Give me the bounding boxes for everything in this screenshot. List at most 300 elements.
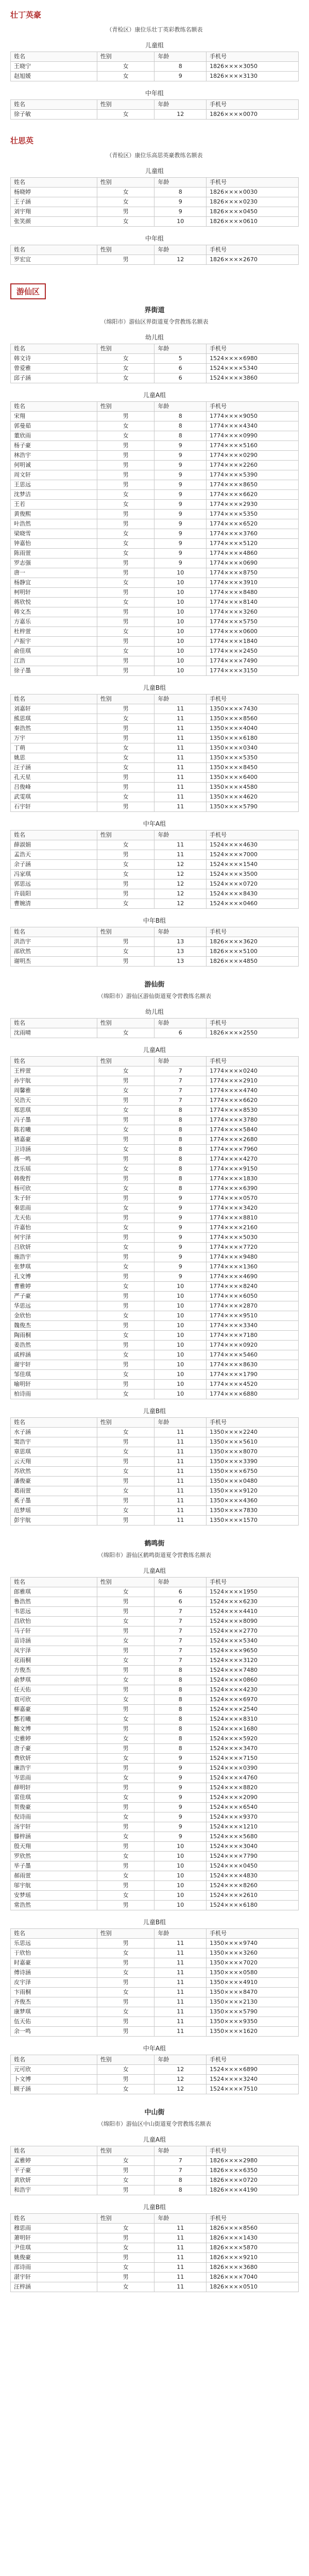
cell-age: 11 [154,2017,207,2027]
cell-age: 6 [154,374,207,383]
cell-gender: 男 [97,637,154,647]
cell-gender: 女 [97,2176,154,2185]
cell-gender: 女 [97,792,154,802]
header-row [11,1057,299,1066]
cell-name: 汤宇轩 [11,1822,97,1832]
cell-gender: 男 [97,1213,154,1223]
cell-phone: 1774××××6620 [207,1096,299,1106]
cell-age: 10 [154,1341,207,1350]
cell-name: 安梦瑶 [11,1891,97,1901]
cell-age: 7 [154,2156,207,2166]
cell-gender: 男 [97,1881,154,1891]
header-name: 姓名 [11,694,97,704]
cell-phone: 1774××××0920 [207,1341,299,1350]
cell-name: 杨静宜 [11,578,97,588]
cell-age: 11 [154,1506,207,1516]
cell-phone: 1350××××0340 [207,743,299,753]
table-row [11,1086,299,1096]
table-row [11,598,299,607]
cell-age: 8 [154,1744,207,1754]
table-row [11,937,299,947]
header-age: 年龄 [154,100,207,110]
cell-phone: 1826××××3050 [207,62,299,72]
table-row [11,451,299,461]
table-row [11,889,299,899]
cell-gender: 男 [97,2185,154,2195]
cell-phone: 1524××××4760 [207,1773,299,1783]
cell-name: 杨可欣 [11,1184,97,1194]
cell-phone: 1350××××9740 [207,1939,299,1948]
cell-gender: 女 [97,354,154,364]
cell-gender: 男 [97,2166,154,2176]
table-row [11,637,299,647]
cell-age: 11 [154,1447,207,1457]
cell-name: 云天翔 [11,1457,97,1467]
table-row [11,1350,299,1360]
header-phone: 手机号 [207,178,299,188]
header-gender: 性别 [97,1929,154,1939]
cell-gender: 男 [97,1958,154,1968]
cell-phone: 1350××××4620 [207,792,299,802]
cell-age: 11 [154,714,207,724]
cell-phone: 1524××××4410 [207,1607,299,1617]
table-row [11,1617,299,1626]
cell-age: 9 [154,519,207,529]
table-row [11,1988,299,1997]
cell-gender: 女 [97,1164,154,1174]
table-row [11,1262,299,1272]
street-block [10,1535,299,2094]
table-row [11,617,299,627]
cell-phone: 1774××××4520 [207,1380,299,1389]
cell-phone: 1774××××3340 [207,1321,299,1331]
table-row [11,1656,299,1666]
group-label: 中年A组 [143,820,166,827]
cell-age: 10 [154,1360,207,1370]
cell-age: 5 [154,354,207,364]
cell-age: 11 [154,1437,207,1447]
header-age: 年龄 [154,831,207,840]
table-caption: （青检区）康位乐壮丁英彩教练名额表 [106,26,203,33]
cell-name: 严子豪 [11,1292,97,1301]
cell-phone: 1774××××5030 [207,1233,299,1243]
cell-gender: 男 [97,1115,154,1125]
cell-gender: 男 [97,783,154,792]
cell-name: 乐思远 [11,1939,97,1948]
cell-name: 沈梦洁 [11,490,97,500]
cell-phone: 1774××××3150 [207,666,299,676]
cell-gender: 女 [97,1389,154,1399]
table-row [11,1437,299,1447]
cell-gender: 女 [97,947,154,957]
cell-phone: 1350××××5790 [207,2007,299,2017]
table-row [11,1764,299,1773]
table-row [11,549,299,558]
cell-gender: 男 [97,2253,154,2263]
cell-name: 宋翔 [11,412,97,421]
cell-gender: 男 [97,2273,154,2282]
table-row [11,2176,299,2185]
table-row [11,1457,299,1467]
cell-gender: 女 [97,188,154,197]
table-row [11,2185,299,2195]
cell-phone: 1774××××8750 [207,568,299,578]
roster-table [10,344,299,383]
cell-phone: 1524××××7000 [207,850,299,860]
table-row [11,1842,299,1852]
cell-phone: 1774××××2160 [207,1223,299,1233]
cell-age: 9 [154,207,207,217]
cell-name: 尤天佑 [11,1213,97,1223]
group-label: 儿童B组 [143,2204,166,2211]
cell-age: 9 [154,549,207,558]
table-row [11,1106,299,1115]
cell-phone: 1774××××9480 [207,1252,299,1262]
table-row [11,1252,299,1262]
header-age: 年龄 [154,178,207,188]
cell-phone: 1774××××6620 [207,490,299,500]
cell-gender: 男 [97,1724,154,1734]
header-gender: 性别 [97,2146,154,2156]
table-row [11,2166,299,2176]
cell-gender: 女 [97,374,154,383]
table-row [11,354,299,364]
cell-phone: 1524××××0720 [207,879,299,889]
cell-age: 10 [154,217,207,227]
table-row [11,792,299,802]
cell-gender: 男 [97,1437,154,1447]
header-gender: 性别 [97,100,154,110]
cell-name: 于欣怡 [11,1948,97,1958]
cell-gender: 男 [97,510,154,519]
cell-age: 9 [154,451,207,461]
cell-age: 10 [154,1871,207,1881]
header-age: 年龄 [154,694,207,704]
header-gender: 性别 [97,245,154,255]
cell-name: 卜文博 [11,2075,97,2084]
cell-gender: 女 [97,1968,154,1978]
table-row [11,578,299,588]
header-age: 年龄 [154,1057,207,1066]
cell-age: 6 [154,1028,207,1038]
table-row [11,1115,299,1125]
cell-gender: 女 [97,1587,154,1597]
cell-age: 11 [154,802,207,812]
header-age: 年龄 [154,52,207,62]
table-row [11,1331,299,1341]
cell-name: 汪梓涵 [11,2282,97,2292]
cell-gender: 女 [97,2156,154,2166]
cell-gender: 男 [97,2027,154,2037]
table-row [11,441,299,451]
group-label: 儿童组 [145,167,164,175]
cell-age: 11 [154,2224,207,2233]
header-gender: 性别 [97,178,154,188]
cell-phone: 1774××××1790 [207,1370,299,1380]
table-row [11,783,299,792]
cell-name: 郝雨萱 [11,1871,97,1881]
table-row [11,1715,299,1724]
table-row [11,1506,299,1516]
table-caption: （绵阳市）游仙区中山街道夏令营教练名额表 [98,2121,211,2127]
cell-gender: 男 [97,1155,154,1164]
table-row [11,1968,299,1978]
cell-gender: 男 [97,2233,154,2243]
table-row [11,2273,299,2282]
cell-age: 11 [154,2273,207,2282]
table-row [11,734,299,743]
cell-gender: 女 [97,1852,154,1861]
cell-gender: 男 [97,1822,154,1832]
cell-name: 吕俊峰 [11,783,97,792]
cell-phone: 1524××××1210 [207,1822,299,1832]
cell-name: 潘俊豪 [11,1477,97,1486]
table-row [11,568,299,578]
cell-gender: 男 [97,461,154,470]
cell-gender: 女 [97,1311,154,1321]
header-row [11,1578,299,1587]
street-title: 界街道 [144,307,165,314]
header-name: 姓名 [11,1929,97,1939]
cell-phone: 1524××××5680 [207,1832,299,1842]
cell-phone: 1826××××3620 [207,937,299,947]
cell-phone: 1826××××8560 [207,2224,299,2233]
cell-phone: 1774××××1360 [207,1262,299,1272]
table-row [11,1447,299,1457]
header-gender: 性别 [97,1019,154,1028]
table-row [11,840,299,850]
table-caption: （青检区）康位乐高思英豪教练名额表 [106,152,203,159]
cell-name: 华思远 [11,1301,97,1311]
cell-phone: 1524××××3240 [207,2075,299,2084]
cell-age: 9 [154,539,207,549]
cell-name: 任天佑 [11,1685,97,1695]
cell-phone: 1350××××7830 [207,1506,299,1516]
cell-age: 9 [154,490,207,500]
cell-name: 汪子涵 [11,763,97,773]
cell-name: 邱子涵 [11,374,97,383]
roster-table [10,927,299,967]
cell-gender: 男 [97,558,154,568]
street-block [10,976,299,1526]
cell-phone: 1774××××0990 [207,431,299,441]
cell-name: 邵欣然 [11,947,97,957]
cell-name: 王晓宁 [11,62,97,72]
table-row [11,957,299,967]
table-row [11,870,299,879]
cell-age: 6 [154,1587,207,1597]
cell-gender: 女 [97,72,154,81]
cell-gender: 男 [97,666,154,676]
cell-name: 徐子敏 [11,110,97,120]
cell-gender: 女 [97,1988,154,1997]
cell-name: 林浩宇 [11,451,97,461]
table-row [11,188,299,197]
cell-age: 11 [154,1477,207,1486]
cell-age: 9 [154,1233,207,1243]
cell-age: 12 [154,860,207,870]
cell-gender: 男 [97,1292,154,1301]
cell-age: 9 [154,1194,207,1204]
cell-phone: 1774××××8630 [207,1360,299,1370]
cell-phone: 1774××××7180 [207,1331,299,1341]
cell-name: 柯明轩 [11,588,97,598]
cell-gender: 女 [97,110,154,120]
cell-age: 13 [154,937,207,947]
roster-table [10,99,299,120]
cell-phone: 1524××××0390 [207,1764,299,1773]
cell-phone: 1826××××2550 [207,1028,299,1038]
cell-name: 方嘉乐 [11,617,97,627]
cell-age: 8 [154,1155,207,1164]
cell-age: 11 [154,1988,207,1997]
table-row [11,470,299,480]
cell-gender: 女 [97,2065,154,2075]
cell-age: 10 [154,1380,207,1389]
cell-age: 8 [154,1705,207,1715]
table-row [11,1370,299,1380]
cell-age: 8 [154,2176,207,2185]
cell-name: 范梦瑶 [11,1506,97,1516]
table-row [11,2253,299,2263]
table-row [11,421,299,431]
header-row [11,344,299,354]
cell-age: 11 [154,2233,207,2243]
cell-phone: 1774××××2870 [207,1301,299,1311]
cell-phone: 1774××××5840 [207,1125,299,1135]
cell-name: 施浩宇 [11,1252,97,1262]
cell-name: 叶浩然 [11,519,97,529]
cell-phone: 1774××××3910 [207,578,299,588]
cell-name: 倪诗雨 [11,1812,97,1822]
cell-name: 酆若曦 [11,1715,97,1724]
header-gender: 性别 [97,2214,154,2224]
cell-phone: 1774××××4740 [207,1086,299,1096]
street-title: 游仙街 [144,981,165,989]
cell-gender: 女 [97,860,154,870]
cell-age: 10 [154,656,207,666]
cell-name: 殷天翔 [11,1842,97,1852]
cell-gender: 女 [97,1262,154,1272]
cell-phone: 1524××××9650 [207,1646,299,1656]
cell-name: 郎雅琪 [11,1587,97,1597]
cell-name: 魏俊杰 [11,1321,97,1331]
cell-age: 9 [154,197,207,207]
table-row [11,1724,299,1734]
table-row [11,1812,299,1822]
cell-gender: 女 [97,1447,154,1457]
cell-gender: 男 [97,451,154,461]
table-row [11,1852,299,1861]
cell-name: 陈若曦 [11,1125,97,1135]
cell-gender: 男 [97,1978,154,1988]
cell-name: 冯子墨 [11,1115,97,1125]
group-label: 儿童A组 [143,392,166,399]
cell-name: 王子涵 [11,197,97,207]
table-row [11,1803,299,1812]
cell-name: 卢振宇 [11,637,97,647]
cell-age: 9 [154,510,207,519]
cell-age: 11 [154,1486,207,1496]
cell-gender: 女 [97,1106,154,1115]
header-row [11,52,299,62]
cell-name: 吕欣妍 [11,1243,97,1252]
table-row [11,510,299,519]
cell-phone: 1524××××8090 [207,1617,299,1626]
table-row [11,753,299,763]
cell-gender: 女 [97,529,154,539]
cell-name: 曾爱雅 [11,364,97,374]
table-row [11,2017,299,2027]
cell-gender: 女 [97,1204,154,1213]
header-phone: 手机号 [207,831,299,840]
cell-phone: 1350××××4360 [207,1496,299,1506]
street-title: 中山街 [144,2109,165,2116]
cell-phone: 1774××××9510 [207,1311,299,1321]
group-label: 儿童B组 [143,684,166,691]
cell-phone: 1524××××6230 [207,1597,299,1607]
notice-page [10,0,299,2321]
cell-name: 孟雅婷 [11,2156,97,2166]
table-row [11,1754,299,1764]
cell-gender: 男 [97,937,154,947]
cell-age: 9 [154,558,207,568]
roster-table [10,1018,299,1038]
cell-phone: 1826××××4190 [207,2185,299,2195]
cell-age: 8 [154,1115,207,1125]
cell-name: 张梦琪 [11,1262,97,1272]
cell-name: 和浩宇 [11,2185,97,2195]
cell-age: 10 [154,637,207,647]
cell-phone: 1524××××3120 [207,1656,299,1666]
table-row [11,1871,299,1881]
cell-name: 王思远 [11,480,97,490]
table-row [11,431,299,441]
cell-phone: 1774××××9050 [207,412,299,421]
cell-age: 9 [154,1803,207,1812]
cell-phone: 1350××××2130 [207,1997,299,2007]
cell-age: 9 [154,1832,207,1842]
table-row [11,1793,299,1803]
cell-gender: 女 [97,1282,154,1292]
cell-phone: 1774××××8530 [207,1106,299,1115]
cell-name: 湛宇轩 [11,2273,97,2282]
cell-gender: 男 [97,957,154,967]
cell-age: 7 [154,1656,207,1666]
cell-gender: 男 [97,1096,154,1106]
table-row [11,1223,299,1233]
cell-name: 卞雨桐 [11,1988,97,1997]
cell-gender: 男 [97,1516,154,1526]
street-block [10,23,299,120]
cell-name: 刘宇翔 [11,207,97,217]
cell-gender: 男 [97,568,154,578]
header-name: 姓名 [11,2214,97,2224]
header-gender: 性别 [97,694,154,704]
header-name: 姓名 [11,2146,97,2156]
cell-gender: 男 [97,1252,154,1262]
cell-name: 章思琪 [11,1447,97,1457]
cell-gender: 女 [97,714,154,724]
street-block [10,149,299,265]
table-row [11,2233,299,2243]
cell-gender: 男 [97,1783,154,1793]
cell-phone: 1826××××1430 [207,2233,299,2243]
cell-gender: 男 [97,1744,154,1754]
cell-phone: 1524××××6890 [207,2065,299,2075]
cell-age: 9 [154,1213,207,1223]
header-row [11,1929,299,1939]
